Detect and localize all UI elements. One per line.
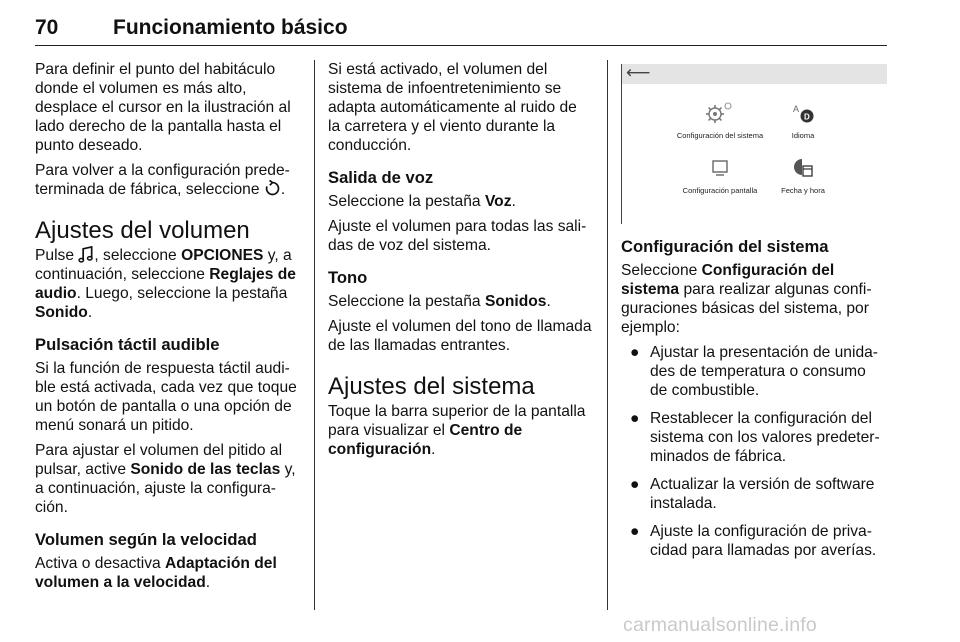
tile-label: Configuración pantalla <box>682 186 758 195</box>
settings-screen-illustration <box>621 64 886 224</box>
bullet-icon: ● <box>630 344 640 361</box>
column-1 <box>35 60 301 598</box>
paragraph: Para definir el punto del habitáculo donde el volumen es más alto, desplace el cursor en la ilustración al lado derecho de la pantalla hasta el punto deseado. <box>35 61 291 154</box>
monitor-icon <box>703 155 737 181</box>
list-item: ● Restablecer la configuración del sistema con los valores predeter-minados de fábrica. <box>630 410 880 465</box>
subsection-heading: Tono <box>328 268 368 287</box>
tile-label: Idioma <box>791 131 815 140</box>
paragraph: Activa o desactiva Adaptación del volumen a la velocidad. <box>35 555 277 591</box>
arrow-left-icon[interactable]: ⟵ <box>626 63 651 82</box>
column-2 <box>328 60 593 465</box>
tile-label: Configuración del sistema <box>676 131 764 140</box>
paragraph: Si la función de respuesta táctil audi-ble está activada, cada vez que toque un botón de pantalla o una opción de menú sonará un pitido. <box>35 360 297 434</box>
subsection-heading: Pulsación táctil audible <box>35 335 220 354</box>
gears-icon <box>703 100 737 126</box>
clock-calendar-icon <box>786 155 820 181</box>
paragraph: Seleccione Configuración del sistema para realizar algunas confi-guraciones básicas del sistema, por ejemplo: <box>621 262 872 336</box>
page-header <box>35 10 887 46</box>
tile-idioma[interactable] <box>753 100 853 140</box>
page-number: 70 <box>35 16 59 39</box>
paragraph: Si está activado, el volumen del sistema de infoentretenimiento se adapta automáticamente al ruido de la carretera y el viento durante la conducción. <box>328 61 577 154</box>
language-icon <box>786 100 820 126</box>
paragraph: Ajuste el volumen para todas las sali-das de voz del sistema. <box>328 218 587 254</box>
tile-fecha-hora[interactable] <box>753 155 853 195</box>
paragraph: Para ajustar el volumen del pitido al pulsar, active Sonido de las teclas y, a continuación, ajuste la configura-ción. <box>35 442 296 516</box>
subsection-heading: Configuración del sistema <box>621 237 829 256</box>
paragraph: Seleccione la pestaña Sonidos. <box>328 293 551 310</box>
paragraph: Pulse , seleccione OPCIONES y, a continuación, seleccione Reglajes de audio. Luego, seleccione la pestaña Sonido. <box>35 247 296 321</box>
bullet-list <box>621 343 886 560</box>
list-item: ● Actualizar la versión de software instalada. <box>630 476 875 512</box>
column-3 <box>621 237 886 569</box>
bullet-icon: ● <box>630 523 640 540</box>
svg-text:A: A <box>793 104 800 114</box>
subsection-heading: Salida de voz <box>328 168 434 187</box>
tile-label: Fecha y hora <box>781 186 825 195</box>
paragraph: Toque la barra superior de la pantalla para visualizar el Centro de configuración. <box>328 403 586 458</box>
page-title: Funcionamiento básico <box>113 16 348 39</box>
paragraph: Ajuste el volumen del tono de llamada de las llamadas entrantes. <box>328 318 592 354</box>
watermark: carmanualsonline.info <box>623 614 817 636</box>
subsection-heading: Volumen según la velocidad <box>35 530 257 549</box>
section-heading: Ajustes del volumen <box>35 217 250 244</box>
screen-top-bar[interactable] <box>622 64 887 84</box>
column-divider-1 <box>314 60 315 610</box>
paragraph: Para volver a la configuración prede-terminada de fábrica, seleccione . <box>35 162 290 198</box>
bullet-icon: ● <box>630 410 640 427</box>
reset-icon <box>264 180 281 197</box>
section-heading: Ajustes del sistema <box>328 373 535 400</box>
column-divider-2 <box>607 60 608 610</box>
paragraph: Seleccione la pestaña Voz. <box>328 193 516 210</box>
svg-text:D: D <box>804 112 810 122</box>
bullet-icon: ● <box>630 476 640 493</box>
list-item: ● Ajuste la configuración de priva-cidad para llamadas por averías. <box>630 523 877 559</box>
list-item: ● Ajustar la presentación de unida-des de temperatura o consumo de combustible. <box>630 344 878 399</box>
music-note-icon <box>78 246 94 263</box>
